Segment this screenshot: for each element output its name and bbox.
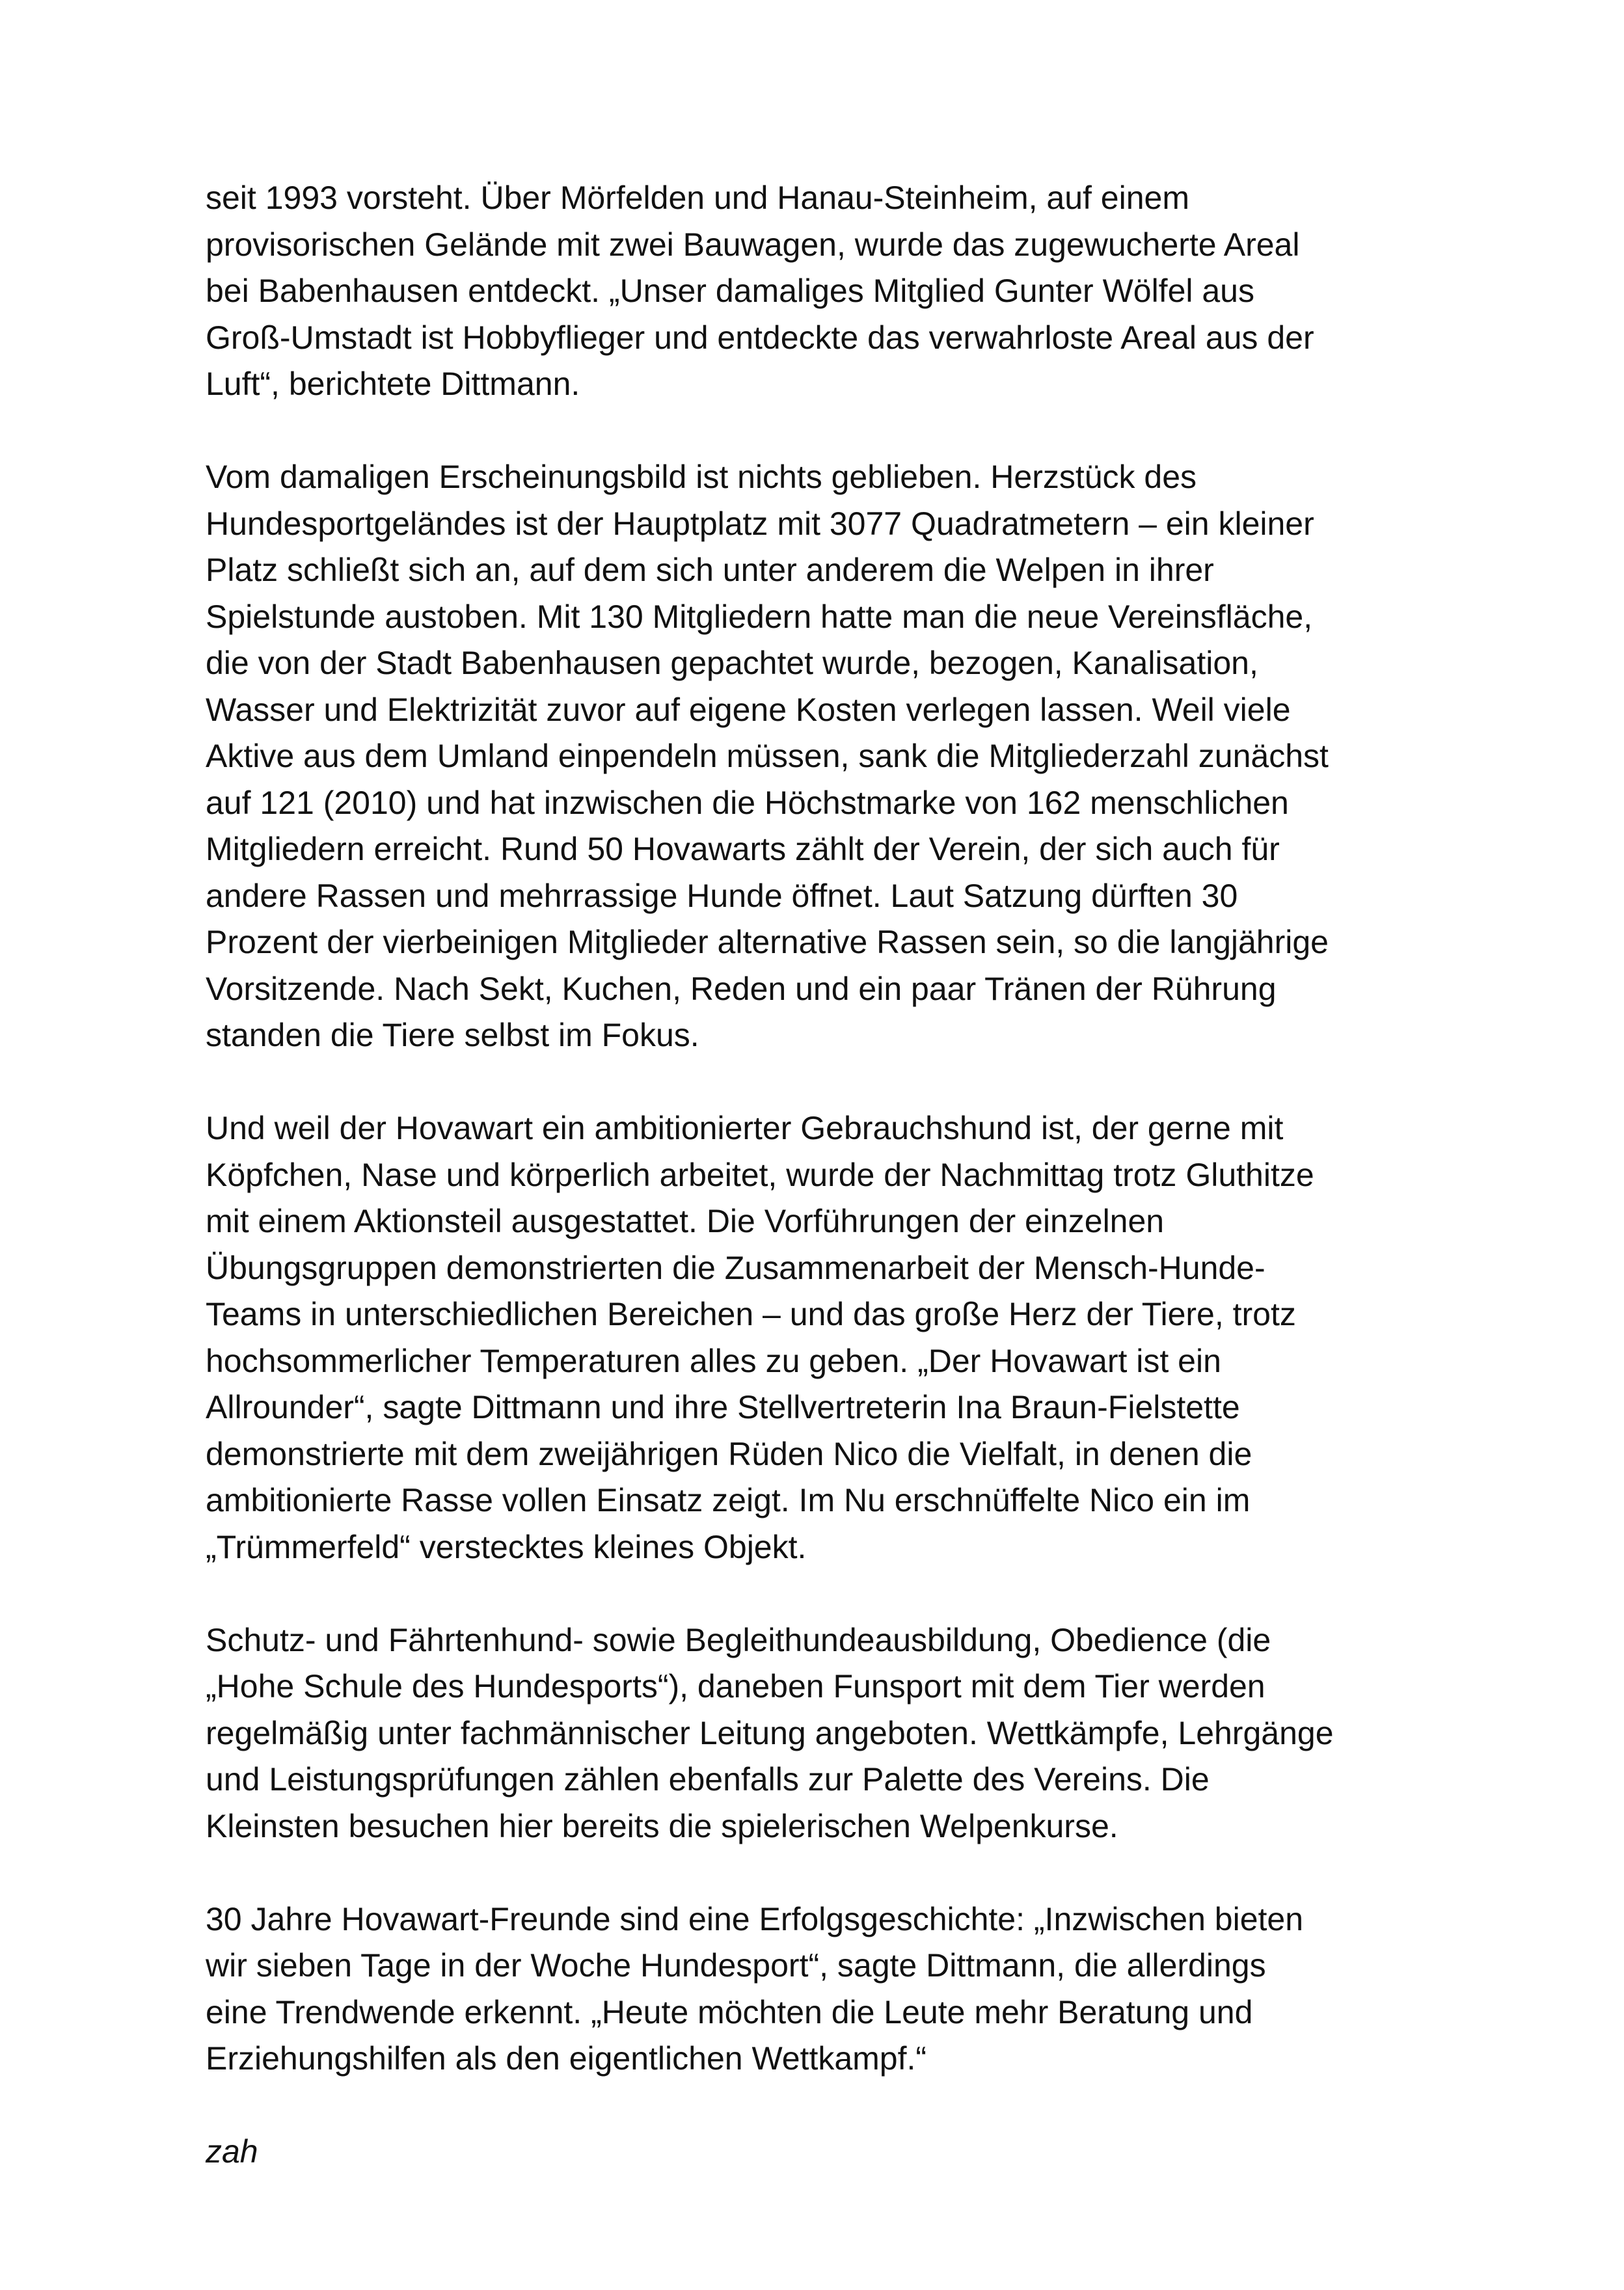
text-line: ambitionierte Rasse vollen Einsatz zeigt. Im Nu erschnüffelte Nico ein im [206,1482,1251,1518]
text-line: Übungsgruppen demonstrierten die Zusammenarbeit der Mensch-Hunde- [206,1249,1265,1286]
text-line: Platz schließt sich an, auf dem sich unter anderem die Welpen in ihrer [206,552,1214,588]
author-signature: zah [206,2133,258,2170]
text-line: hochsommerlicher Temperaturen alles zu geben. „Der Hovawart ist ein [206,1342,1221,1379]
text-line: Hundesportgeländes ist der Hauptplatz mit 3077 Quadratmetern – ein kleiner [206,505,1314,542]
text-line: regelmäßig unter fachmännischer Leitung angeboten. Wettkämpfe, Lehrgänge [206,1714,1334,1751]
document-page [206,175,1507,2222]
text-line: provisorischen Gelände mit zwei Bauwagen, wurde das zugewucherte Areal [206,226,1300,263]
paragraph [206,175,1507,408]
text-line: Mitgliedern erreicht. Rund 50 Hovawarts zählt der Verein, der sich auch für [206,831,1280,867]
text-line: Spielstunde austoben. Mit 130 Mitgliedern hatte man die neue Vereinsfläche, [206,598,1313,635]
text-line: und Leistungsprüfungen zählen ebenfalls zur Palette des Vereins. Die [206,1761,1210,1798]
text-line: „Trümmerfeld“ verstecktes kleines Objekt. [206,1528,807,1565]
text-line: Wasser und Elektrizität zuvor auf eigene Kosten verlegen lassen. Weil viele [206,691,1291,728]
paragraph [206,1896,1507,2082]
text-line: 30 Jahre Hovawart-Freunde sind eine Erfolgsgeschichte: „Inzwischen bieten [206,1900,1304,1937]
text-line: Allrounder“, sagte Dittmann und ihre Stellvertreterin Ina Braun-Fielstette [206,1389,1240,1425]
text-line: Vom damaligen Erscheinungsbild ist nichts geblieben. Herzstück des [206,459,1197,495]
text-line: Luft“, berichtete Dittmann. [206,366,580,402]
text-line: „Hohe Schule des Hundesports“), daneben Funsport mit dem Tier werden [206,1668,1265,1704]
paragraph [206,1105,1507,1570]
text-line: Kleinsten besuchen hier bereits die spielerischen Welpenkurse. [206,1807,1118,1844]
text-line: Groß-Umstadt ist Hobbyflieger und entdeckte das verwahrloste Areal aus der [206,319,1314,356]
text-line: Aktive aus dem Umland einpendeln müssen, sank die Mitgliederzahl zunächst [206,738,1329,774]
text-line: seit 1993 vorsteht. Über Mörfelden und Hanau-Steinheim, auf einem [206,180,1189,216]
text-line: Und weil der Hovawart ein ambitionierter Gebrauchshund ist, der gerne mit [206,1110,1284,1146]
paragraph [206,454,1507,1059]
text-line: bei Babenhausen entdeckt. „Unser damaliges Mitglied Gunter Wölfel aus [206,273,1254,309]
text-line: mit einem Aktionsteil ausgestattet. Die Vorführungen der einzelnen [206,1203,1165,1239]
text-line: Schutz- und Fährtenhund- sowie Begleithundeausbildung, Obedience (die [206,1621,1271,1658]
text-line: eine Trendwende erkennt. „Heute möchten die Leute mehr Beratung und [206,1993,1253,2030]
text-line: auf 121 (2010) und hat inzwischen die Höchstmarke von 162 menschlichen [206,784,1289,821]
text-line: demonstrierte mit dem zweijährigen Rüden Nico die Vielfalt, in denen die [206,1435,1252,1472]
text-line: Vorsitzende. Nach Sekt, Kuchen, Reden und ein paar Tränen der Rührung [206,970,1277,1007]
text-line: Köpfchen, Nase und körperlich arbeitet, wurde der Nachmittag trotz Gluthitze [206,1156,1314,1193]
text-line: standen die Tiere selbst im Fokus. [206,1017,699,1053]
text-line: wir sieben Tage in der Woche Hundesport“, sagte Dittmann, die allerdings [206,1947,1266,1984]
text-line: Teams in unterschiedlichen Bereichen – und das große Herz der Tiere, trotz [206,1296,1296,1332]
paragraph [206,1617,1507,1850]
text-line: Prozent der vierbeinigen Mitglieder alternative Rassen sein, so die langjährige [206,924,1329,960]
text-line: andere Rassen und mehrrassige Hunde öffnet. Laut Satzung dürften 30 [206,877,1238,914]
text-line: Erziehungshilfen als den eigentlichen Wettkampf.“ [206,2040,927,2077]
text-line: die von der Stadt Babenhausen gepachtet wurde, bezogen, Kanalisation, [206,645,1258,681]
